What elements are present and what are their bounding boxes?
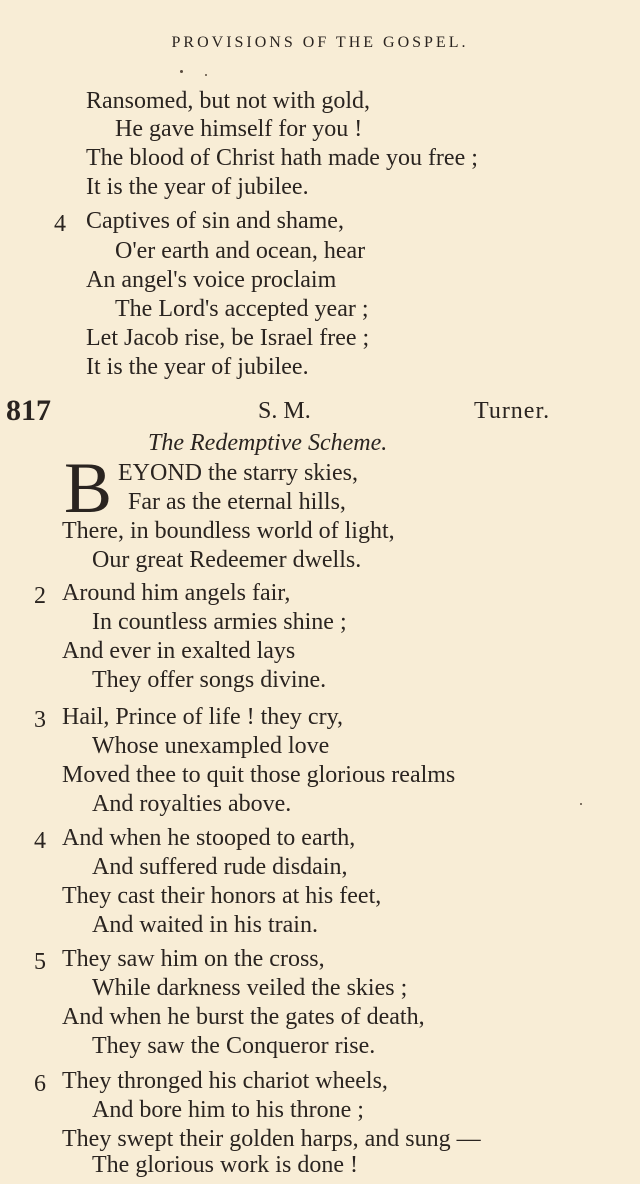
verse-line: Hail, Prince of life ! they cry, [62,704,344,730]
verse-line: And ever in exalted lays [62,638,296,664]
verse-line: Ransomed, but not with gold, [86,88,370,114]
verse-line: Moved thee to quit those glorious realms [62,762,456,788]
verse-line: It is the year of jubilee. [86,174,309,200]
verse-line: EYOND the starry skies, [118,460,358,486]
verse-line: There, in boundless world of light, [62,518,395,544]
hymn-number: 817 [6,394,51,427]
verse-line: They swept their golden harps, and sung — [62,1126,481,1152]
verse-line: It is the year of jubilee. [86,354,309,380]
verse-line: Whose unexampled love [92,733,330,759]
verse-line: Our great Redeemer dwells. [92,547,362,573]
verse-line: And suffered rude disdain, [92,854,348,880]
stanza-number: 6 [34,1071,46,1097]
stanza-number: 4 [54,211,66,237]
verse-line: They thronged his chariot wheels, [62,1068,388,1094]
hymn-meter: S. M. [258,398,311,424]
verse-line: He gave himself for you ! [115,116,363,142]
verse-line: And royalties above. [92,791,292,817]
ink-speck [205,74,207,76]
hymn-tune: Turner. [474,398,551,424]
stanza-number: 3 [34,707,46,733]
stanza-number: 2 [34,583,46,609]
verse-line: And when he stooped to earth, [62,825,356,851]
verse-line: And bore him to his throne ; [92,1097,364,1123]
verse-line: While darkness veiled the skies ; [92,975,408,1001]
verse-line: They offer songs divine. [92,667,327,693]
verse-line: In countless armies shine ; [92,609,347,635]
verse-line: They saw the Conqueror rise. [92,1033,376,1059]
verse-line: An angel's voice proclaim [86,267,337,293]
verse-line: Around him angels fair, [62,580,291,606]
verse-line: And when he burst the gates of death, [62,1004,425,1030]
verse-line: The glorious work is done ! [92,1152,358,1178]
stanza-number: 4 [34,828,46,854]
verse-line: Let Jacob rise, be Israel free ; [86,325,370,351]
verse-line: The Lord's accepted year ; [115,296,369,322]
verse-line: They saw him on the cross, [62,946,325,972]
verse-line: Far as the eternal hills, [128,489,346,515]
ink-speck [580,803,582,805]
verse-line: The blood of Christ hath made you free ; [86,145,478,171]
verse-line: Captives of sin and shame, [86,208,344,234]
hymn-title: The Redemptive Scheme. [148,430,388,456]
ink-speck [180,70,183,73]
verse-line: O'er earth and ocean, hear [115,238,366,264]
verse-line: And waited in his train. [92,912,318,938]
drop-cap: B [64,448,113,528]
verse-line: They cast their honors at his feet, [62,883,382,909]
stanza-number: 5 [34,949,46,975]
running-head: PROVISIONS OF THE GOSPEL. [171,34,469,51]
